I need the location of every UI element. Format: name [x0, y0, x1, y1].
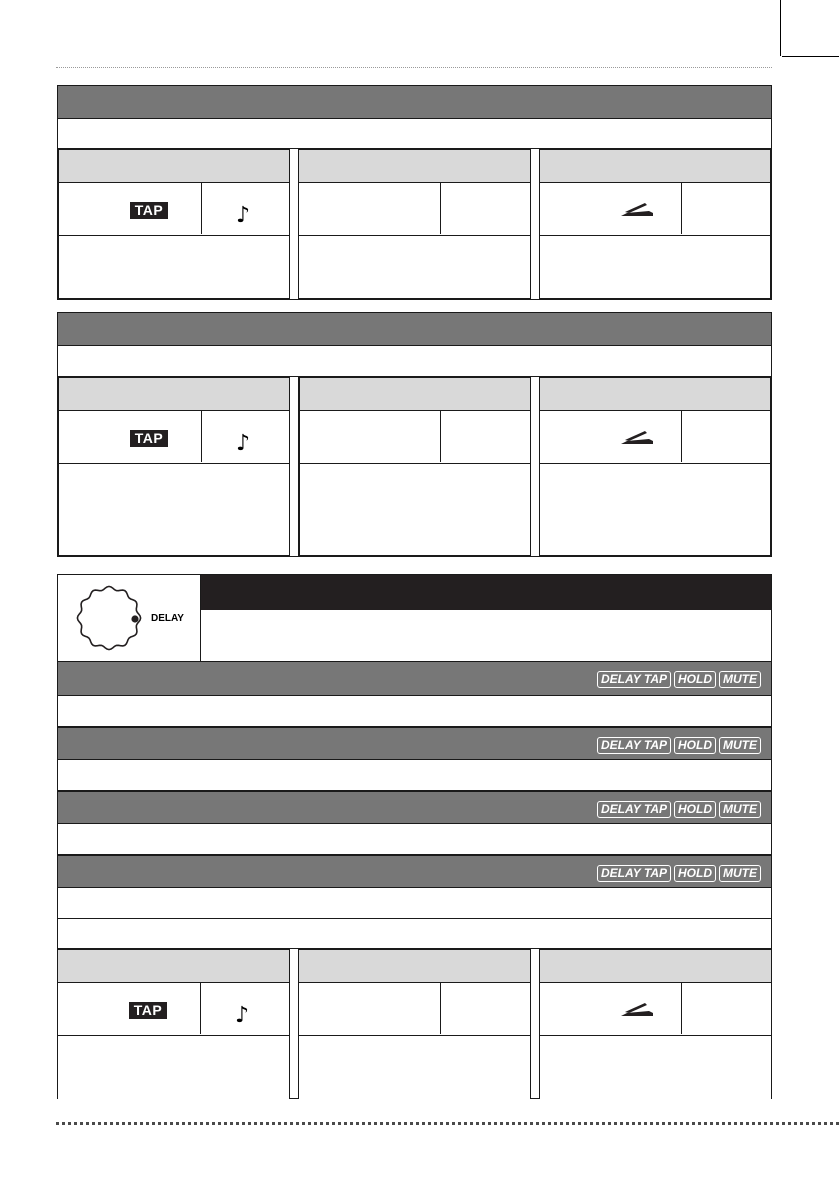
delay-pedal-cell [539, 949, 771, 1099]
mute-tag: MUTE [719, 671, 761, 688]
tap-badge-icon: TAP [129, 1002, 167, 1019]
crop-mark-top-right-h [782, 56, 839, 57]
mute-tag: MUTE [719, 865, 761, 882]
section-2-band [58, 313, 771, 346]
delay-knob-label: DELAY [151, 613, 184, 624]
expression-pedal-icon [619, 200, 655, 218]
cell-header [59, 150, 289, 183]
delay-knob-panel [58, 575, 201, 662]
cell-header [299, 150, 530, 183]
section-1-frame [57, 85, 772, 300]
delay-param-band-2 [58, 727, 771, 760]
delay-param-band-1 [58, 662, 771, 696]
cell-header [540, 950, 771, 983]
tag-group [597, 801, 761, 818]
delay-tap-cell [58, 949, 290, 1099]
delay-middle-cell [298, 949, 531, 1099]
section-2-frame [57, 312, 772, 557]
top-dotted-rule [56, 67, 772, 68]
section-2-pedal-cell [539, 377, 771, 556]
delay-param-row-3 [58, 824, 771, 855]
bottom-dotted-rule [56, 1122, 839, 1125]
delay-param-row-4 [58, 888, 771, 919]
delay-tap-tag: DELAY TAP [597, 801, 671, 818]
section-1-middle-cell [298, 149, 531, 299]
expression-pedal-icon [619, 428, 655, 446]
mute-tag: MUTE [719, 801, 761, 818]
cell-header [58, 950, 289, 983]
eighth-note-icon: ♪ [236, 203, 251, 228]
delay-tap-tag: DELAY TAP [597, 737, 671, 754]
section-2-desc-row [58, 346, 771, 377]
hold-tag: HOLD [674, 865, 716, 882]
delay-param-row-2 [58, 760, 771, 791]
cell-header [300, 378, 530, 411]
delay-tap-tag: DELAY TAP [597, 865, 671, 882]
section-2-tap-cell [58, 377, 290, 556]
delay-section-frame [57, 574, 772, 1099]
eighth-note-icon: ♪ [236, 431, 251, 456]
hold-tag: HOLD [674, 801, 716, 818]
delay-param-band-3 [58, 791, 771, 824]
delay-param-row-5 [58, 919, 771, 949]
section-1-pedal-cell [539, 149, 771, 299]
delay-tap-tag: DELAY TAP [597, 671, 671, 688]
tap-badge-icon: TAP [130, 202, 168, 219]
cell-header [299, 950, 530, 983]
tag-group [597, 737, 761, 754]
eighth-note-icon: ♪ [235, 1003, 250, 1028]
hold-tag: HOLD [674, 671, 716, 688]
hold-tag: HOLD [674, 737, 716, 754]
cell-header [540, 378, 770, 411]
tag-group [597, 671, 761, 688]
cell-header [540, 150, 770, 183]
tap-badge-icon: TAP [130, 430, 168, 447]
section-2-middle-cell [298, 377, 531, 556]
cell-header [59, 378, 289, 411]
delay-param-band-4 [58, 855, 771, 888]
delay-description [201, 610, 771, 662]
section-1-desc-row [58, 119, 771, 149]
section-1-tap-cell [58, 149, 290, 299]
mute-tag: MUTE [719, 737, 761, 754]
section-1-band [58, 86, 771, 119]
delay-knob-icon [76, 584, 142, 652]
tag-group [597, 865, 761, 882]
crop-mark-top-right [780, 0, 781, 56]
expression-pedal-icon [619, 1000, 655, 1018]
delay-param-row-1 [58, 696, 771, 727]
delay-title-band [201, 575, 771, 610]
